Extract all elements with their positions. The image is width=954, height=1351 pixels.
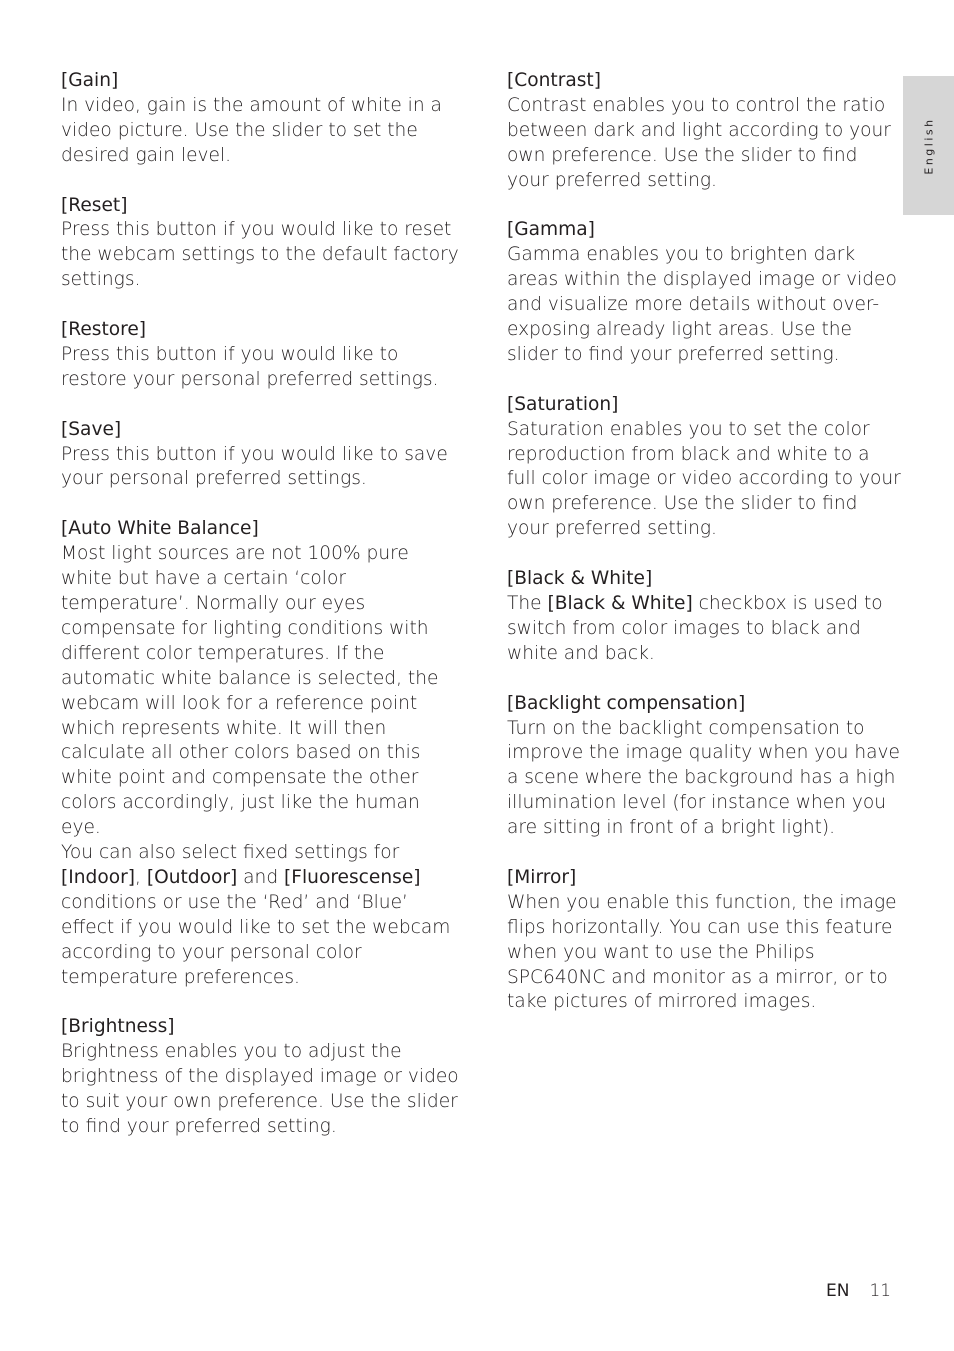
section-heading: [Gamma] bbox=[507, 219, 595, 241]
section-save bbox=[61, 418, 461, 493]
text-run: The bbox=[507, 592, 548, 614]
page-footer bbox=[826, 1281, 891, 1301]
outdoor-term: [Outdoor] bbox=[146, 866, 238, 888]
section-body: In video, gain is the amount of white in a video picture. Use the slider to set the desired gain level. bbox=[61, 94, 442, 166]
section-body: Turn on the backlight compensation to improve the image quality when you have a scene where the background has a high illumination level (for instance when you are sitting in front of a bright light). bbox=[507, 717, 900, 839]
left-column bbox=[61, 69, 461, 1165]
text-run: , bbox=[134, 866, 147, 888]
language-tab bbox=[903, 76, 954, 215]
section-backlight-compensation bbox=[507, 692, 902, 841]
section-heading: [Saturation] bbox=[507, 393, 619, 415]
section-body: Press this button if you would like to restore your personal preferred settings. bbox=[61, 343, 439, 390]
section-restore bbox=[61, 318, 461, 393]
section-heading: [Restore] bbox=[61, 319, 147, 341]
text-run: checkbox is used to switch from color images to black and white and back. bbox=[507, 592, 883, 664]
section-brightness bbox=[61, 1015, 461, 1140]
section-gain bbox=[61, 69, 461, 169]
section-heading: [Save] bbox=[61, 418, 122, 440]
section-body-fixed-settings bbox=[61, 841, 461, 990]
section-heading: [Backlight compensation] bbox=[507, 692, 746, 714]
section-body: Press this button if you would like to reset the webcam settings to the default factory settings. bbox=[61, 219, 459, 291]
text-run: You can also select fixed settings for bbox=[61, 842, 400, 864]
section-body: Press this button if you would like to save your personal preferred settings. bbox=[61, 443, 448, 490]
section-body: Brightness enables you to adjust the brightness of the displayed image or video to suit your own preference. Use the slider to find your preferred setting. bbox=[61, 1041, 459, 1137]
section-gamma bbox=[507, 218, 902, 367]
section-mirror bbox=[507, 866, 902, 1015]
section-contrast bbox=[507, 69, 902, 194]
section-saturation bbox=[507, 393, 902, 542]
footer-language: EN bbox=[826, 1281, 850, 1301]
section-heading: [Reset] bbox=[61, 194, 128, 216]
section-heading: [Mirror] bbox=[507, 866, 577, 888]
section-heading: [Contrast] bbox=[507, 70, 601, 91]
text-run: conditions or use the ‘Red’ and ‘Blue’ effect if you would like to set the webcam according to your personal color temperature preferences. bbox=[61, 891, 451, 988]
section-body: Saturation enables you to set the color reproduction from black and white to a full color image or video according to your own preference. Use the slider to find your preferred setting. bbox=[507, 418, 901, 540]
section-body: When you enable this function, the image flips horizontally. You can use this feature when you want to use the Philips SPC640NC and monitor as a mirror, or to take pictures of mirrored images. bbox=[507, 891, 897, 1013]
section-body bbox=[507, 592, 902, 667]
indoor-term: [Indoor] bbox=[61, 866, 135, 888]
section-heading: [Gain] bbox=[61, 70, 119, 91]
right-column bbox=[507, 69, 902, 1040]
section-heading: [Auto White Balance] bbox=[61, 518, 259, 540]
section-reset bbox=[61, 194, 461, 294]
text-run: and bbox=[237, 866, 285, 888]
section-auto-white-balance bbox=[61, 517, 461, 990]
page-number: 11 bbox=[869, 1281, 892, 1301]
section-body: Gamma enables you to brighten dark areas within the displayed image or video and visualize more details without over-exposing already light areas. Use the slider to find your preferred setting. bbox=[507, 244, 897, 365]
section-heading: [Black & White] bbox=[507, 568, 653, 590]
section-black-white bbox=[507, 567, 902, 667]
section-body: Most light sources are not 100% pure white but have a certain ‘color temperature’. Normally our eyes compensate for lighting conditions with different color temperatures. If the automatic white balance is selected, the webcam will look for a reference point which represents white. It will then calculate all other colors based on this white point and compensate the other colors accordingly, just like the human eye. bbox=[61, 543, 439, 839]
fluorescense-term: [Fluorescense] bbox=[284, 866, 421, 888]
section-heading: [Brightness] bbox=[61, 1016, 175, 1038]
section-body: Contrast enables you to control the ratio between dark and light according to your own preference. Use the slider to find your preferred setting. bbox=[507, 94, 891, 191]
black-white-term: [Black & White] bbox=[547, 592, 693, 614]
language-tab-label: English bbox=[922, 116, 935, 175]
